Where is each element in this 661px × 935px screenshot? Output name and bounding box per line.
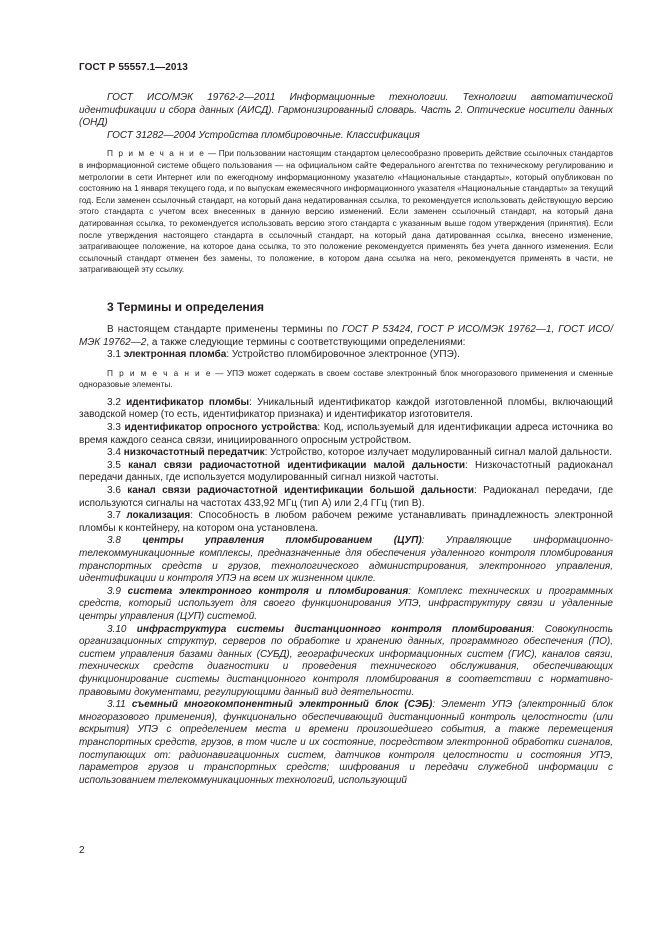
term-definition: : Комплекс технических и программных средств, который использует для своего функционирования УПЭ, инфраструктуру связи и удаленные центры управления (ЦУП) системой. [79, 585, 613, 622]
document-header: ГОСТ Р 55557.1—2013 [79, 62, 188, 73]
term-name: центры управления пломбированием (ЦУП) [142, 535, 422, 547]
term-number: 3.7 [107, 510, 127, 522]
term-number: 3.11 [107, 699, 132, 711]
term-name: съемный многокомпонентный электронный блок (СЭБ) [131, 699, 433, 711]
term-entry [79, 624, 613, 700]
term-number: 3.9 [107, 585, 128, 597]
reference-item: ГОСТ 31282—2004 Устройства пломбировочные. Классификация [107, 129, 420, 141]
intro-references: ГОСТ Р 53424, ГОСТ Р ИСО/МЭК 19762—1, ГОСТ ИСО/МЭК 19762—2 [79, 323, 613, 348]
term-entry [79, 535, 613, 585]
section-heading: 3 Термины и определения [107, 299, 265, 314]
term-entry [79, 460, 613, 485]
section-intro [79, 324, 613, 349]
term-number: 3.10 [107, 623, 137, 635]
term-name: инфраструктура системы дистанционного контроля пломбирования [136, 623, 532, 635]
note-text: — УПЭ может содержать в своем составе электронный блок многоразового применения и сменные одноразовые элементы. [79, 367, 613, 390]
term-entry [79, 447, 613, 460]
term-definition: : Устройство пломбировочное электронное (УПЭ). [226, 349, 460, 361]
term-entry [79, 699, 613, 787]
term-definition: : Элемент УПЭ (электронный блок многоразового применения), функционально обеспечивающий дистанционный контроль целостности (или вскрытия) УПЭ с определением места и времени произошедшего события, а также перемещения транспортных средств, грузов, в том числе и их состояние, посредством электронной обработки сигналов, поступающих от: радионавигационных систем, датчиков контроля целостности и состояния УПЭ, параметров грузов и транспортных средств; шифрования и передачи служебной информации с использованием телекоммуникационных технологий, использующий [79, 699, 613, 786]
term-definition: : Низкочастотный радиоканал передачи данных, где используется модулированный сигнал низкой частоты. [79, 459, 613, 484]
term-number: 3.2 [107, 396, 127, 408]
term-name: низкочастотный передатчик [123, 447, 265, 459]
term-entry [79, 422, 613, 447]
term-entry [79, 349, 613, 362]
term-number: 3.5 [107, 459, 129, 471]
term-entry [79, 397, 613, 422]
term-number: 3.4 [107, 447, 124, 459]
page-number: 2 [79, 845, 85, 856]
intro-text: В настоящем стандарте применены термины по [107, 323, 342, 335]
term-number: 3.3 [107, 422, 125, 434]
note-paragraph [79, 368, 613, 391]
note-label: П р и м е ч а н и е [107, 367, 212, 378]
term-entry [79, 586, 613, 624]
term-number: 3.1 [107, 349, 124, 361]
term-number: 3.8 [107, 535, 143, 547]
term-entry [79, 510, 613, 535]
term-definition: : Управляющие информационно-телекоммуникационные комплексы, предназначенные для обеспечения удаленного контроля пломбирования транспортных средств и грузов, технологического администрирования, электронного управления, идентификации и контроля УПЭ на всем их жизненном цикле. [79, 535, 613, 585]
term-number: 3.6 [107, 485, 128, 497]
intro-text-end: , а также следующие термины с соответствующими определениями: [146, 336, 466, 348]
term-name: канал связи радиочастотной идентификации малой дальности [128, 459, 466, 471]
term-name: электронная пломба [123, 349, 227, 361]
term-definition: : Совокупность организационных структур, серверов по обработке и хранению данных, программного обеспечения (ПО), систем управления базами данных (СУБД), географических информационных систем (ГИС), каналов связи, технических средств диагностики и проведения технического обслуживания, обеспечивающих функционирование системы дистанционного контроля пломбирования в соответствии с нормативно-правовыми документами, регулирующими данный вид деятельности. [79, 623, 613, 698]
reference-item: ГОСТ ИСО/МЭК 19762-2—2011 Информационные технологии. Технологии автоматической идентификации и сбора данных (АИСД). Гармонизированный словарь. Часть 2. Оптические носители данных (ОНД) [79, 92, 613, 129]
term-name: идентификатор опросного устройства [124, 422, 318, 434]
term-definition: : Код, используемый для идентификации адреса источника во время каждого сеанса связи, инициированного опросным устройством. [79, 422, 613, 446]
term-definition: : Способность в любом рабочем режиме устанавливать принадлежность электронной пломбы к контейнеру, на котором она установлена. [79, 510, 613, 534]
term-entry [79, 485, 613, 510]
term-name: идентификатор пломбы [126, 396, 250, 408]
note-text: — При пользовании настоящим стандартом целесообразно проверить действие ссылочных стандартов в информационной системе общего пользования — на официальном сайте Федерального агентства по техническому регулированию и метрологии в сети Интернет или по ежегодному информационному указателю «Национальные стандарты», который опубликован по состоянию на 1 января текущего года, и по выпускам ежемесячного информационного указателя «Национальные стандарты» за текущий год. Если заменен ссылочный стандарт, на который дана недатированная ссылка, то рекомендуется использовать действующую версию этого стандарта с учетом всех внесенных в данную версию изменений. Если заменен ссылочный стандарт, на который дана датированная ссылка, то рекомендуется использовать версию этого стандарта с указанным выше годом утверждения (принятия). Если после утверждения настоящего стандарта в ссылочный стандарт, на который дана датированная ссылка, внесено изменение, затрагивающее положение, на которое дана ссылка, то это положение рекомендуется применять без учета данного изменения. Если ссылочный стандарт отменен без замены, то положение, в котором дана ссылка на него, рекомендуется применять в части, не затрагивающей эту ссылку. [79, 148, 613, 275]
page-content [79, 92, 613, 787]
note-paragraph [79, 148, 613, 276]
term-name: канал связи радиочастотной идентификации большой дальности [127, 485, 475, 497]
note-label: П р и м е ч а н и е [107, 148, 206, 159]
term-definition: : Устройство, которое излучает модулированный сигнал малой дальности. [264, 447, 613, 459]
term-definition: : Уникальный идентификатор каждой изготовленной пломбы, включающий заводской номер (то есть, идентификатор признака) и идентификатор изготовителя. [79, 396, 613, 421]
term-definition: : Радиоканал передачи, где используются сигналы на частотах 433,92 МГц (тип А) или 2,4 ГГц (тип В). [79, 485, 614, 509]
term-name: локализация [126, 510, 191, 522]
term-name: система электронного контроля и пломбирования [127, 585, 409, 597]
